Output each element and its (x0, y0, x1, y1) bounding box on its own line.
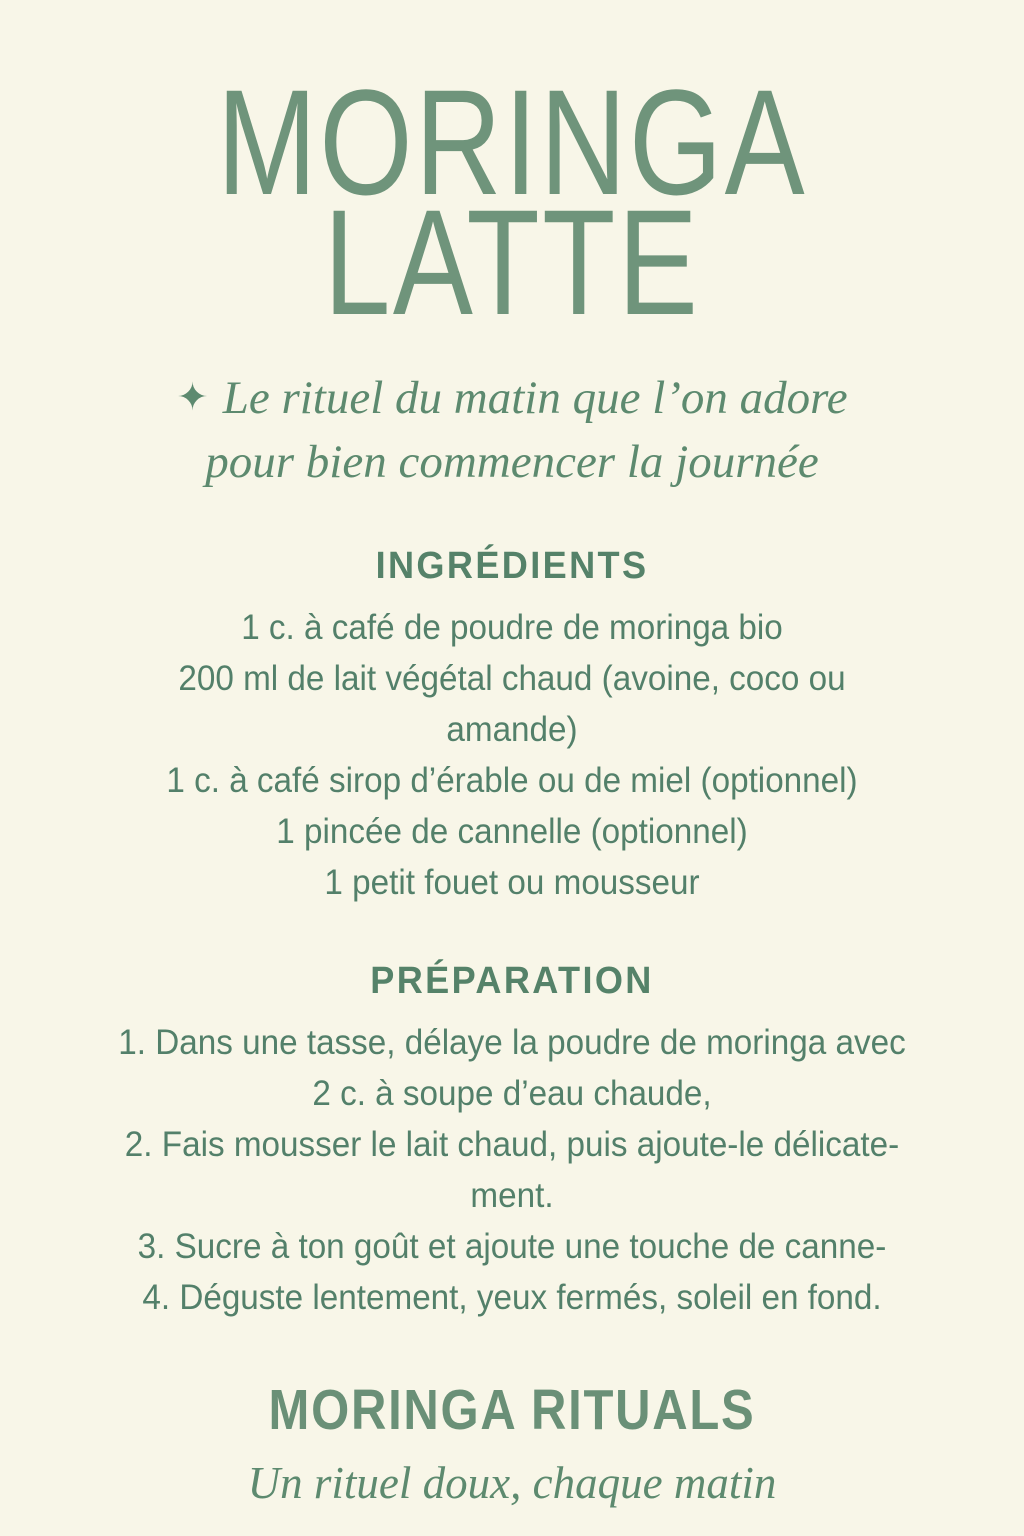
preparation-step-line: 1. Dans une tasse, délaye la poudre de moringa avec (118, 1023, 906, 1062)
recipe-tagline-line-2: pour bien commencer la journée (205, 436, 819, 488)
preparation-step-line: 2 c. à soupe d’eau chaude, (312, 1074, 712, 1113)
recipe-title-line-1: MORINGA (216, 58, 808, 226)
preparation-step-line: ment. (470, 1176, 554, 1215)
brand-name: MORINGA RITUALS (268, 1378, 756, 1442)
recipe-tagline (0, 368, 1024, 493)
recipe-title (102, 0, 921, 346)
preparation-step-line: 2. Fais mousser le lait chaud, puis ajoute-le délicate- (124, 1125, 900, 1164)
ingredient-line: amande) (446, 710, 578, 749)
ingredient-line: 1 c. à café sirop d’érable ou de miel (optionnel) (166, 761, 858, 800)
recipe-tagline-text-1: Le rituel du matin que l’on adore (222, 372, 848, 424)
ingredients-heading: INGRÉDIENTS (375, 545, 649, 587)
recipe-title-line-2: LATTE (323, 178, 701, 346)
recipe-tagline-line-1 (0, 368, 1024, 432)
ingredient-line: 1 petit fouet ou mousseur (324, 863, 700, 902)
ingredient-line: 1 pincée de cannelle (optionnel) (276, 812, 748, 851)
preparation-list (26, 1017, 999, 1323)
ingredients-list (26, 602, 999, 908)
ingredient-line: 1 c. à café de poudre de moringa bio (241, 608, 783, 647)
brand-tagline: Un rituel doux, chaque matin (247, 1458, 777, 1508)
preparation-step-line: 4. Déguste lentement, yeux fermés, soleil en fond. (142, 1278, 882, 1317)
ingredient-line: 200 ml de lait végétal chaud (avoine, coco ou (178, 659, 846, 698)
preparation-step-line: 3. Sucre à ton goût et ajoute une touche de canne- (137, 1227, 887, 1266)
sparkle-icon: ✦ (176, 377, 209, 419)
preparation-heading: PRÉPARATION (370, 960, 654, 1002)
